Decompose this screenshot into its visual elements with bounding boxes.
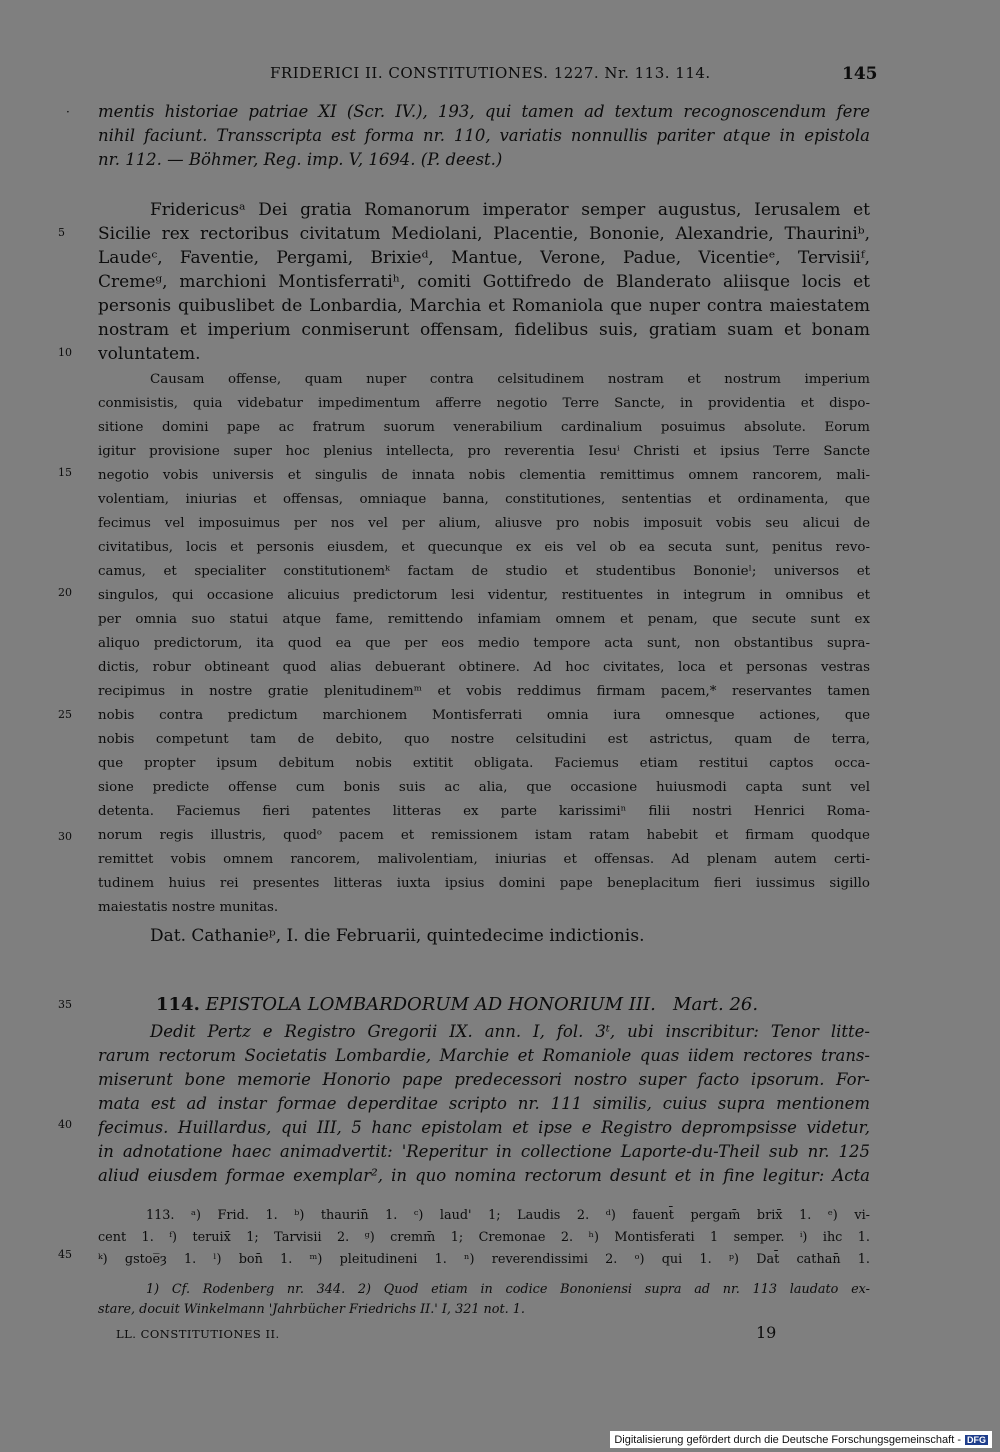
text-line: Sicilie rex rectoribus civitatum Mediolani, Placentie, Bononie, Alexandrie, Thauriniᵇ, [98,224,870,244]
dfg-logo: DFG [967,1435,986,1445]
text-line: nostram et imperium conmiserunt offensam, fidelibus suis, gratiam suam et bonam [98,320,870,340]
body-line: conmisistis, quia videbatur impedimentum afferre negotio Terre Sancte, in providentia et dispo- [98,396,870,411]
footnotes [98,1280,870,1320]
dfg-banner-text: Digitalisierung gefördert durch die Deutsche Forschungsgemeinschaft - [614,1434,961,1446]
document-114-intro [98,1020,870,1188]
text-line: Dedit Pertz e Registro Gregorii IX. ann. I, fol. 3ᵗ, ubi inscribitur: Tenor litte- [150,1022,870,1041]
body-line: sione predicte offense cum bonis suis ac alia, que occasione huiusmodi capta sunt vel [98,780,870,795]
body-line: fecimus vel imposuimus per nos vel per alium, aliusve pro nobis imposuit vobis seu alicui de [98,516,870,531]
text-line: aliud eiusdem formae exemplar², in quo nomina rectorum desunt et in fine legitur: Acta [98,1166,870,1185]
body-line: volentiam, iniurias et offensas, omniaque banna, constitutiones, sententias et ordinamenta, que [98,492,870,507]
body-line: detenta. Faciemus fieri patentes litteras ex parte karissimiⁿ filii nostri Henrici Roma- [98,804,870,819]
text-line: voluntatem. [98,344,201,364]
body-line: aliquo predictorum, ita quod ea que per eos medio tempore acta sunt, non obstantibus supra- [98,636,870,651]
document-113-address [98,198,870,366]
line-number: 20 [58,586,72,599]
body-line: civitatibus, locis et personis eiusdem, et quecunque ex eis vel ob ea secuta sunt, penitus revo- [98,540,870,555]
body-line: singulos, qui occasione alicuius predictorum lesi videntur, restituentes in integrum in omnibus et [98,588,870,603]
dating-clause [98,924,870,948]
body-line: negotio vobis universis et singulis de innata nobis clementia remittimus omnem rancorem, mali- [98,468,870,483]
intro-line: mentis historiae patriae XI (Scr. IV.), 193, qui tamen ad textum recognoscendum fere [98,102,870,121]
text-line: personis quibuslibet de Lonbardia, Marchia et Romaniola que nuper contra maiestatem [98,296,870,316]
running-title: FRIDERICI II. CONSTITUTIONES. 1227. Nr. 113. 114. [270,64,711,82]
line-number: 25 [58,708,72,721]
apparatus-line: ᵏ) ɡstoe̅ȝ 1. ˡ) bon̄ 1. ᵐ) pleitudineni 1. ⁿ) reverendissimi 2. ᵒ) qui 1. ᵖ) Dat̄ cathan̄ 1. [98,1252,870,1267]
body-line: Causam offense, quam nuper contra celsitudinem nostram et nostrum imperium [150,372,870,387]
body-line: nobis contra predictum marchionem Montisferrati omnia iura omnesque actiones, que [98,708,870,723]
body-line: tudinem huius rei presentes litteras iuxta ipsius domini pape beneplacitum fieri iussimus sigillo [98,876,870,891]
document-number: 114. [156,994,200,1015]
text-line: rarum rectorum Societatis Lombardie, Marchie et Romaniole quas iidem rectores trans- [98,1046,870,1065]
document-113-body [98,368,870,920]
footer-signature: 19 [756,1323,777,1342]
body-line: remittet vobis omnem rancorem, malivolentiam, iniurias et offensas. Ad plenam autem certi- [98,852,870,867]
document-date: Mart. 26. [673,994,759,1015]
intro-line: nihil faciunt. Transscripta est forma nr. 110, variatis nonnullis pariter atque in epistola [98,126,870,145]
body-line: maiestatis nostre munitas. [98,900,279,915]
page-number: 145 [842,64,878,84]
body-line: dictis, robur obtineant quod alias debuerant obtinere. Ad hoc civitates, loca et personas vestras [98,660,870,675]
body-line: igitur provisione super hoc plenius intellecta, pro reverentia Iesuⁱ Christi et ipsius Terre Sancte [98,444,870,459]
footnote-line: 1) Cf. Rodenberg nr. 344. 2) Quod etiam in codice Bononiensi supra ad nr. 113 laudato ex- [146,1282,870,1297]
body-line: nobis competunt tam de debito, quo nostre celsitudini est astrictus, quam de terra, [98,732,870,747]
line-number: 45 [58,1248,72,1261]
line-number: 15 [58,466,72,479]
dfg-funding-banner [610,1431,992,1448]
line-number: 40 [58,1118,72,1131]
line-number: 30 [58,830,72,843]
variant-apparatus [98,1205,870,1271]
body-line: sitione domini pape ac fratrum suorum venerabilium cardinalium posuimus absolute. Eorum [98,420,870,435]
footer-series: LL. CONSTITUTIONES II. [116,1327,280,1341]
body-line: norum regis illustris, quodᵒ pacem et remissionem istam ratam habebit et firmam quodque [98,828,870,843]
text-line: in adnotatione haec animadvertit: 'Reperitur in collectione Laporte-du-Theil sub nr. 125 [98,1142,870,1161]
intro-line: nr. 112. — Böhmer, Reg. imp. V, 1694. (P. deest.) [98,150,503,169]
text-line: mata est ad instar formae deperditae scripto nr. 111 similis, cuius supra mentionem [98,1094,870,1113]
line-number: 5 [58,226,65,239]
intro-paragraph [98,100,870,172]
text-line: Cremeᵍ, marchioni Montisferratiʰ, comiti Gottifredo de Blanderato aliisque locis et [98,272,870,292]
heading-114 [156,994,758,1015]
footnote-line: stare, docuit Winkelmann 'Jahrbücher Friedrichs II.' I, 321 not. 1. [98,1302,525,1317]
body-line: que propter ipsum debitum nobis extitit obligata. Faciemus etiam restitui captos occa- [98,756,870,771]
line-number: 10 [58,346,72,359]
text-line: Laudeᶜ, Faventie, Pergami, Brixieᵈ, Mantue, Verone, Padue, Vicentieᵉ, Tervisiiᶠ, [98,248,870,268]
body-line: camus, et specialiter constitutionemᵏ factam de studio et studentibus Bononieˡ; universos et [98,564,870,579]
line-number: 35 [58,998,72,1011]
apparatus-line: cent 1. ᶠ) teruix̄ 1; Tarvisii 2. ᵍ) cremm̄ 1; Cremonae 2. ʰ) Montisferati 1 semper. ⁱ) ihc 1. [98,1230,870,1245]
margin-mark: · [66,105,70,119]
text-line: fecimus. Huillardus, qui III, 5 hanc epistolam et ipse e Registro deprompsisse videtur, [98,1118,870,1137]
body-line: recipimus in nostre gratie plenitudinemᵐ et vobis reddimus firmam pacem,* reservantes tamen [98,684,870,699]
body-line: per omnia suo statui atque fame, remittendo infamiam omnem et penam, que secute sunt ex [98,612,870,627]
dat-line: Dat. Cathanieᵖ, I. die Februarii, quintedecime indictionis. [150,926,645,946]
document-title: EPISTOLA LOMBARDORUM AD HONORIUM III. [205,994,656,1015]
text-line: Fridericusᵃ Dei gratia Romanorum imperator semper augustus, Ierusalem et [150,200,870,220]
apparatus-line: 113. ᵃ) Frid. 1. ᵇ) thaurin̄ 1. ᶜ) laud' 1; Laudis 2. ᵈ) fauent̄ pergam̄ brix̄ 1. ᵉ) vi- [146,1208,870,1223]
text-line: miserunt bone memorie Honorio pape predecessori nostro super facto ipsorum. For- [98,1070,870,1089]
